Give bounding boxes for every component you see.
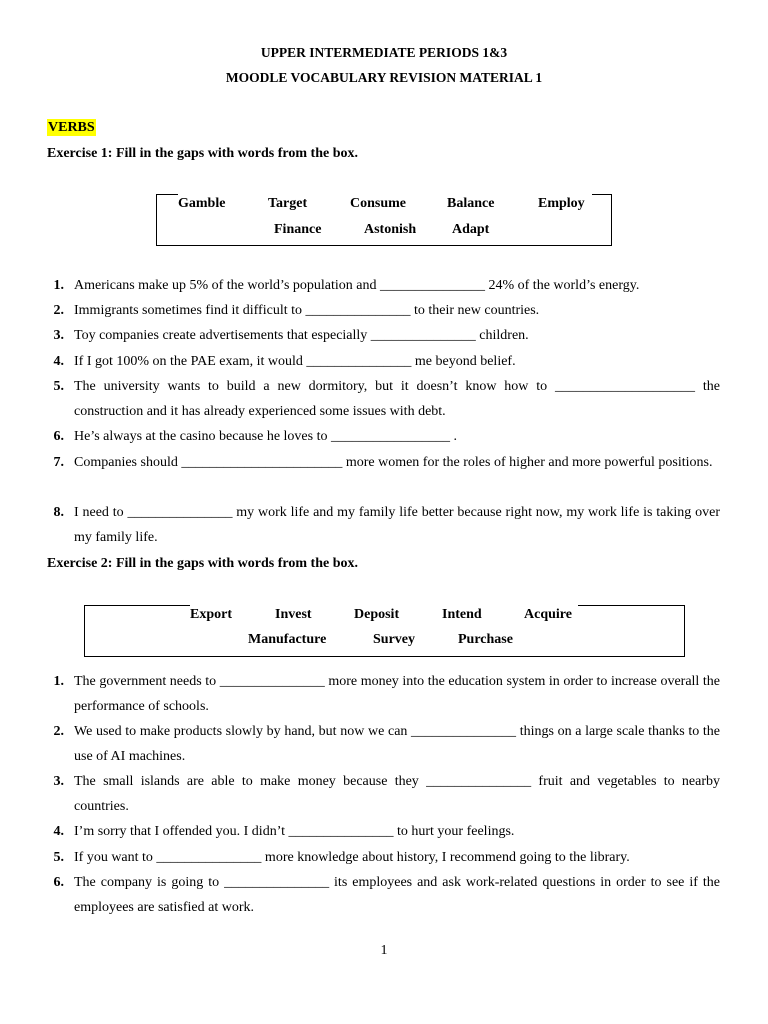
exercise-2-question: 6. The company is going to _______________ its employees and ask work-related questions in order to see if the employees are satisfied at work. (53, 875, 720, 916)
exercise-1-question: 6. He’s always at the casino because he loves to _________________ . (53, 429, 457, 444)
exercise-1-question: 1. Americans make up 5% of the world’s population and _______________ 24% of the world’s energy. (53, 278, 640, 293)
document-title-line-1: UPPER INTERMEDIATE PERIODS 1&3 (260, 45, 508, 60)
exercise-1-instruction: Exercise 1: Fill in the gaps with words from the box. (47, 146, 358, 161)
exercise-1-question: 8. I need to _______________ my work life and my family life better because right now, my work life is taking over my family life. (53, 505, 720, 546)
document-title-line-2: MOODLE VOCABULARY REVISION MATERIAL 1 (225, 70, 543, 85)
exercise-1-question: 5. The university wants to build a new dormitory, but it doesn’t know how to ____________________ the construction and it has already experienced some issues with debt. (53, 379, 720, 420)
exercise-2-question: 1. The government needs to _______________ more money into the education system in order to increase overall the performance of schools. (53, 674, 720, 715)
exercise-2-instruction: Exercise 2: Fill in the gaps with words from the box. (47, 556, 358, 571)
word-box-1-item: Adapt (452, 222, 490, 237)
page-number: 1 (380, 943, 388, 958)
exercise-2-question: 2. We used to make products slowly by hand, but now we can _______________ things on a large scale thanks to the use of AI machines. (53, 724, 720, 765)
word-box-2-item: Purchase (458, 632, 513, 647)
word-box-1-item: Consume (350, 196, 407, 211)
word-box-2-item: Survey (373, 632, 415, 647)
exercise-2-question: 5. If you want to _______________ more knowledge about history, I recommend going to the library. (53, 850, 630, 865)
word-box-2-item: Deposit (354, 607, 400, 622)
word-box-1-item: Target (268, 196, 308, 211)
exercise-1-question: 3. Toy companies create advertisements that especially _______________ children. (53, 328, 529, 343)
word-box-1-item: Balance (447, 196, 495, 211)
word-box-2-item: Export (190, 607, 232, 622)
word-box-1-item: Finance (274, 222, 322, 237)
exercise-1-question: 2. Immigrants sometimes find it difficult to _______________ to their new countries. (53, 303, 540, 318)
word-box-1-item: Employ (538, 196, 585, 211)
word-box-1-item: Gamble (178, 196, 226, 211)
word-box-2-item: Intend (442, 607, 482, 622)
word-box-2-item: Acquire (524, 607, 572, 622)
exercise-1-question: 4. If I got 100% on the PAE exam, it would _______________ me beyond belief. (53, 354, 516, 369)
section-label-verbs: VERBS (48, 120, 95, 135)
word-box-1-item: Astonish (364, 222, 417, 237)
exercise-1-question: 7. Companies should _______________________ more women for the roles of higher and more powerful positions. (53, 455, 713, 470)
exercise-2-question: 3. The small islands are able to make money because they _______________ fruit and vegetables to nearby countries. (53, 774, 720, 815)
exercise-2-question: 4. I’m sorry that I offended you. I didn’t _______________ to hurt your feelings. (53, 824, 515, 839)
word-box-2-item: Manufacture (248, 632, 327, 647)
word-box-2-item: Invest (275, 607, 312, 622)
